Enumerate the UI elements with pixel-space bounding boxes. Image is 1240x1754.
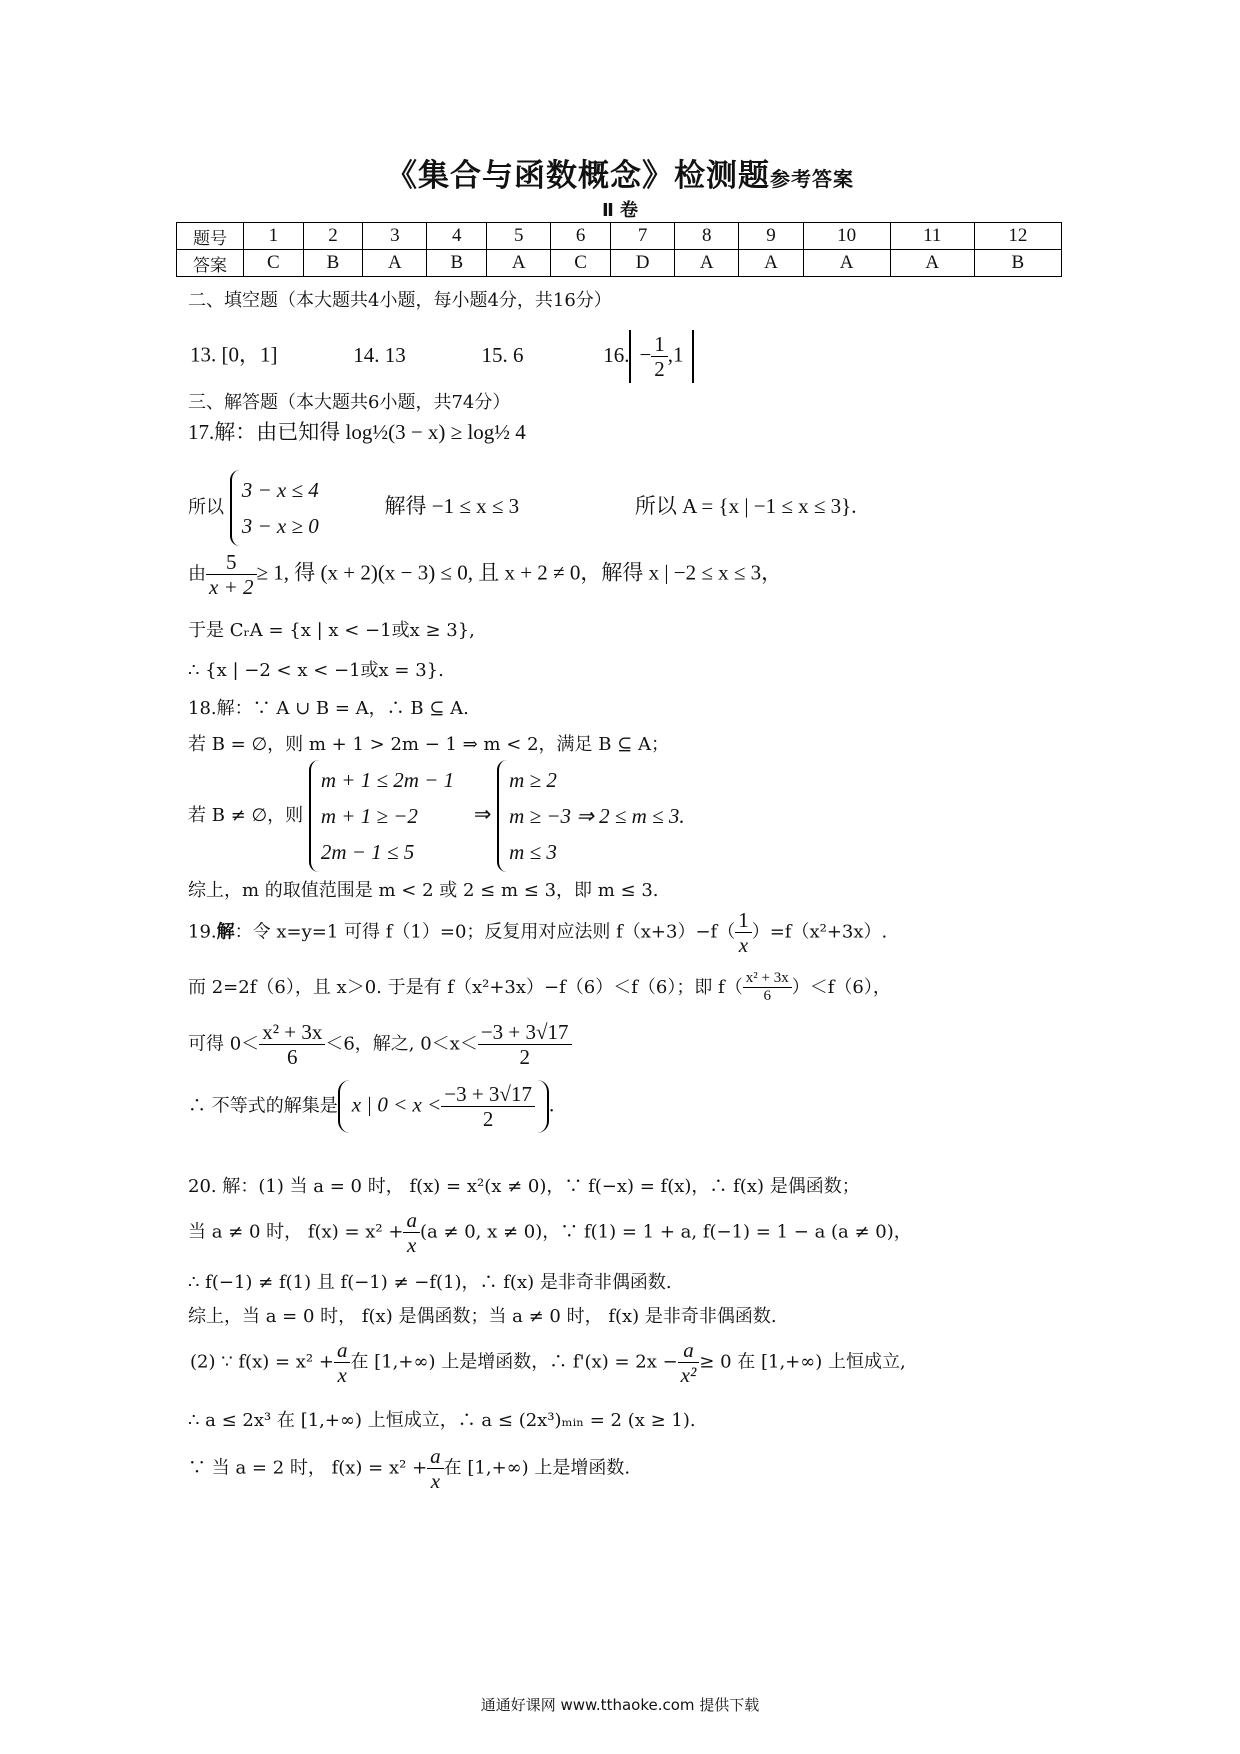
row-label-answers: 答案 bbox=[177, 250, 244, 277]
q17-system: 3 − x ≤ 4 3 − x ≥ 0 bbox=[230, 470, 329, 546]
q19-fraction-4: $\frac{-3 + 3√17}{2}$ bbox=[478, 1020, 572, 1069]
question-number: 10 bbox=[803, 223, 890, 250]
q17-line-5: ∴ {x | −2 < x < −1或x = 3}. bbox=[188, 660, 444, 681]
answer-13: 13. [0，1] bbox=[190, 342, 278, 367]
answer-16-interval: − $\frac{1}{2}$ ,1 bbox=[629, 330, 693, 383]
q17-fraction: $\frac{5}{x + 2}$ bbox=[206, 550, 257, 599]
answer-cell: C bbox=[244, 250, 304, 277]
answer-cell: A bbox=[675, 250, 739, 277]
answer-table-row-answers bbox=[177, 250, 1062, 277]
q19-line-2: 而 2=2f（6），且 x＞0. 于是有 f（x²+3x）−f（6）＜f（6）；即 f（ $\frac{\text{x² + 3x}}{6}$ ）＜f（6）， bbox=[188, 970, 891, 1005]
q20-line-3: ∴ f(−1) ≠ f(1) 且 f(−1) ≠ −f(1)，∴ f(x) 是非奇非偶函数. bbox=[188, 1272, 672, 1293]
q20-line-7: ∵ 当 a = 2 时， f(x) = x² + $\frac{a}{x}$ 在 [1,+∞) 上是增函数. bbox=[188, 1444, 631, 1494]
q20-line-6: ∴ a ≤ 2x³ 在 [1,+∞) 上恒成立，∴ a ≤ (2x³)ₘᵢₙ = 2 (x ≥ 1). bbox=[188, 1410, 696, 1431]
q18-line-3: 若 B ≠ ∅，则 m + 1 ≤ 2m − 1 m + 1 ≥ −2 2m − 1 ≤ 5 ⇒ m ≥ 2 m ≥ −3 ⇒ 2 ≤ m ≤ 3. m ≤ 3 bbox=[188, 760, 695, 872]
answer-cell: A bbox=[890, 250, 974, 277]
question-number: 7 bbox=[610, 223, 674, 250]
answer-cell: B bbox=[303, 250, 363, 277]
question-number: 5 bbox=[487, 223, 551, 250]
answer-16-fraction: $\frac{1}{2}$ bbox=[651, 332, 668, 381]
answer-cell: A bbox=[363, 250, 427, 277]
question-number: 2 bbox=[303, 223, 363, 250]
answer-table bbox=[176, 222, 1062, 277]
q17-line-2: 所以 3 − x ≤ 4 3 − x ≥ 0 解得 −1 ≤ x ≤ 3 所以 A = {x | −1 ≤ x ≤ 3}. bbox=[188, 470, 857, 546]
answer-cell: D bbox=[610, 250, 674, 277]
title-main: 《集合与函数概念》检测题 bbox=[386, 158, 770, 194]
solve-heading: 三、解答题（本大题共6小题，共74分） bbox=[188, 392, 511, 413]
q18-system-b: m ≥ 2 m ≥ −3 ⇒ 2 ≤ m ≤ 3. m ≤ 3 bbox=[497, 760, 694, 872]
q17-line-1: 17.解：由已知得 log½(3 − x) ≥ log½ 4 bbox=[188, 420, 526, 444]
q18-line-2: 若 B = ∅，则 m + 1 > 2m − 1 ⇒ m < 2，满足 B ⊆ A； bbox=[188, 734, 669, 755]
question-number: 6 bbox=[551, 223, 611, 250]
footer-credit: 通通好课网 www.tthaoke.com 提供下载 bbox=[480, 1696, 760, 1714]
answer-cell: B bbox=[974, 250, 1061, 277]
q19-fraction-3: $\frac{\text{x² + 3x}}{6}$ bbox=[259, 1020, 325, 1069]
answer-cell: A bbox=[803, 250, 890, 277]
answer-cell: A bbox=[487, 250, 551, 277]
q20-line-1: 20. 解：(1) 当 a = 0 时， f(x) = x²(x ≠ 0)，∵ f(−x) = f(x)，∴ f(x) 是偶函数； bbox=[188, 1176, 860, 1197]
q19-line-4: ∴ 不等式的解集是 x | 0 < x < $\frac{-3 + 3√17}{2}$ . bbox=[188, 1080, 554, 1133]
fill-answers bbox=[190, 330, 694, 383]
q19-solution-set: x | 0 < x < $\frac{-3 + 3√17}{2}$ bbox=[338, 1080, 549, 1133]
answer-cell: B bbox=[427, 250, 487, 277]
question-number: 1 bbox=[244, 223, 304, 250]
q18-line-4: 综上，m 的取值范围是 m < 2 或 2 ≤ m ≤ 3，即 m ≤ 3. bbox=[188, 880, 659, 901]
question-number: 4 bbox=[427, 223, 487, 250]
q19-line-1: 19.解：令 x=y=1 可得 f（1）=0；反复用对应法则 f（x+3）−f（ $\frac{1}{x}$ ）=f（x²+3x）. bbox=[188, 908, 888, 958]
q19-line-3: 可得 0＜ $\frac{\text{x² + 3x}}{6}$ ＜6，解之, 0＜x＜ $\frac{-3 + 3√17}{2}$ bbox=[188, 1020, 572, 1069]
question-number: 12 bbox=[974, 223, 1061, 250]
q20-line-4: 综上，当 a = 0 时， f(x) 是偶函数；当 a ≠ 0 时， f(x) 是非奇非偶函数. bbox=[188, 1306, 777, 1327]
answer-16-label: 16. bbox=[603, 342, 630, 367]
question-number: 11 bbox=[890, 223, 974, 250]
question-number: 8 bbox=[675, 223, 739, 250]
q20-line-5: (2) ∵ f(x) = x² + $\frac{a}{x}$ 在 [1,+∞) 上是增函数，∴ f'(x) = 2x − $\frac{a}{\text{x²}}$ ≥ 0 在 [1,+∞) 上恒成立, bbox=[190, 1338, 906, 1388]
q18-line-1: 18.解：∵ A ∪ B = A，∴ B ⊆ A. bbox=[188, 698, 469, 719]
answer-cell: C bbox=[551, 250, 611, 277]
fill-heading: 二、填空题（本大题共4小题，每小题4分，共16分） bbox=[188, 290, 612, 311]
answer-cell: A bbox=[739, 250, 803, 277]
page-title bbox=[0, 150, 1240, 195]
q19-fraction-2: $\frac{\text{x² + 3x}}{6}$ bbox=[743, 970, 792, 1006]
answer-15: 15. 6 bbox=[481, 342, 524, 367]
question-number: 9 bbox=[739, 223, 803, 250]
row-label-numbers: 题号 bbox=[177, 223, 244, 250]
question-number: 3 bbox=[363, 223, 427, 250]
q19-fraction-1: $\frac{1}{x}$ bbox=[735, 908, 752, 957]
title-sub: 参考答案 bbox=[770, 167, 854, 191]
answer-table-row-numbers bbox=[177, 223, 1062, 250]
volume-label: Ⅱ 卷 bbox=[601, 200, 639, 221]
answer-14: 14. 13 bbox=[353, 342, 406, 367]
q18-system-a: m + 1 ≤ 2m − 1 m + 1 ≥ −2 2m − 1 ≤ 5 bbox=[309, 760, 464, 872]
q17-line-4: 于是 CᵣA = {x | x < −1或x ≥ 3}, bbox=[188, 620, 475, 641]
q20-line-2: 当 a ≠ 0 时， f(x) = x² + $\frac{a}{x}$ (a ≠ 0, x ≠ 0)，∵ f(1) = 1 + a, f(−1) = 1 − a (a ≠ 0)， bbox=[188, 1208, 912, 1258]
q17-line-3: 由 $\frac{5}{x + 2}$ ≥ 1, 得 (x + 2)(x − 3) ≤ 0, 且 x + 2 ≠ 0，解得 x | −2 ≤ x ≤ 3， bbox=[188, 550, 783, 600]
